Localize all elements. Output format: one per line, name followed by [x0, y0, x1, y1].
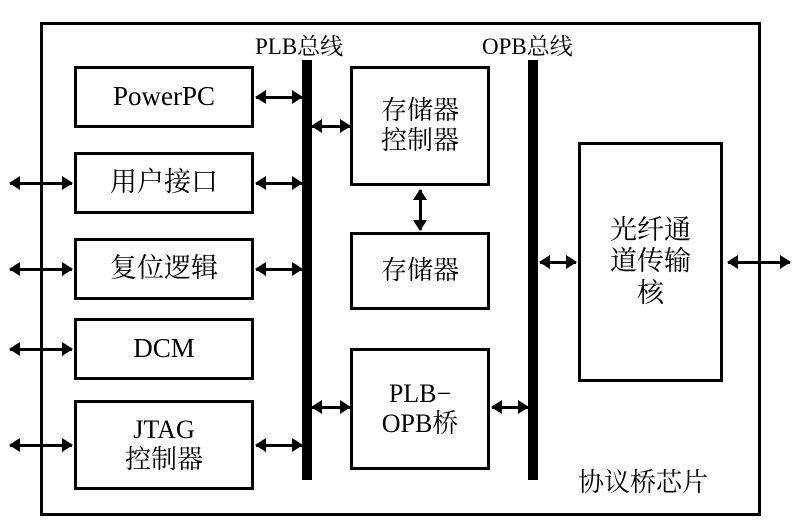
- plb-bus-label: PLB总线: [255, 34, 344, 59]
- block-powerpc: [74, 66, 254, 128]
- block-memory: [350, 232, 490, 310]
- block-plb-opb-bridge-label-line1: PLB−: [388, 379, 452, 409]
- chip-name-label: 协议桥芯片: [578, 468, 709, 497]
- block-memory-controller-label-line1: 存储器: [380, 96, 459, 126]
- block-dcm: [74, 318, 254, 380]
- opb-bus-label: OPB总线: [482, 34, 573, 59]
- block-fiber-channel-core-label-line2: 道传输: [610, 246, 691, 277]
- block-fiber-channel-core-label-line3: 核: [637, 277, 664, 308]
- block-fiber-channel-core: [578, 142, 723, 382]
- block-fiber-channel-core-label-line1: 光纤通: [610, 215, 691, 246]
- block-user-interface: [74, 152, 254, 214]
- block-user-interface-label: 用户接口: [110, 167, 218, 198]
- block-memory-label: 存储器: [380, 256, 459, 286]
- block-plb-opb-bridge-label-line2: OPB桥: [381, 409, 459, 438]
- block-reset-logic: [74, 238, 254, 300]
- block-jtag-controller-label-line2: 控制器: [124, 445, 203, 474]
- block-powerpc-label: PowerPC: [112, 81, 215, 112]
- block-dcm-label: DCM: [133, 333, 195, 364]
- block-jtag-controller-label-line1: JTAG: [133, 415, 195, 445]
- block-reset-logic-label: 复位逻辑: [110, 253, 218, 284]
- block-memory-controller: [350, 66, 490, 186]
- block-memory-controller-label-line2: 控制器: [380, 126, 459, 155]
- block-plb-opb-bridge: [350, 348, 490, 470]
- opb-bus-bar: [528, 60, 538, 480]
- block-jtag-controller: [74, 400, 254, 490]
